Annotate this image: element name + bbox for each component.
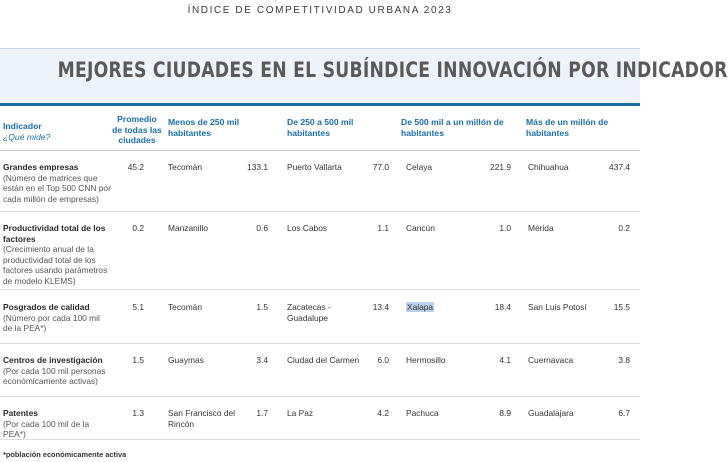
value-group-4: 0.2: [618, 223, 630, 233]
report-title: ÍNDICE DE COMPETITIVIDAD URBANA 2023: [187, 5, 453, 16]
value-group-3: 18.4: [494, 302, 511, 312]
value-group-3: 1.0: [499, 223, 511, 233]
city-group-2: Zacatecas - Guadalupe: [287, 302, 331, 323]
row-divider: [0, 211, 640, 212]
city-group-4: Guadalajara: [528, 408, 574, 418]
value-group-3: 221.9: [490, 162, 511, 172]
header-divider: [0, 150, 640, 151]
value-group-1: 133.1: [247, 162, 268, 172]
city-group-4: Cuernavaca: [528, 355, 574, 365]
city-group-4: Mérida: [528, 223, 554, 233]
header-group-3: De 500 mil a un millón de habitantes: [401, 117, 504, 138]
row-divider: [0, 396, 640, 397]
value-group-3: 8.9: [499, 408, 511, 418]
indicator-description: (Número de matrices que están en el Top 500 CNN por cada millón de empresas): [3, 172, 111, 204]
city-group-3: Celaya: [406, 162, 433, 172]
indicator-description: (Número por cada 100 mil de la PEA*): [3, 312, 100, 333]
city-group-2: Puerto Vallarta: [287, 162, 342, 172]
banner-title: MEJORES CIUDADES EN EL SUBÍNDICE INNOVACIÓN POR INDICADOR: [57, 58, 728, 82]
header-indicador-label: Indicador: [3, 121, 42, 131]
value-group-4: 437.4: [609, 162, 630, 172]
header-group-2: De 250 a 500 mil habitantes: [287, 117, 354, 138]
indicator-description: (Por cada 100 mil personas económicamente activas): [3, 365, 106, 386]
indicator-name: Posgrados de calidad: [3, 302, 90, 312]
city-group-1: Tecomán: [168, 162, 202, 172]
value-group-4: 6.7: [618, 408, 630, 418]
city-group-2: Ciudad del Carmen: [287, 355, 360, 365]
average-value: 45.2: [127, 162, 144, 172]
average-value: 5.1: [132, 302, 144, 312]
value-group-2: 6.0: [377, 355, 389, 365]
indicator-name: Grandes empresas: [3, 162, 79, 172]
value-group-2: 13.4: [372, 302, 389, 312]
value-group-1: 1.7: [256, 408, 268, 418]
value-group-3: 4.1: [499, 355, 511, 365]
header-indicador: [3, 121, 103, 142]
indicator-description: (Por cada 100 mil de la PEA*): [3, 418, 90, 439]
row-divider: [0, 439, 640, 440]
row-divider: [0, 289, 640, 290]
city-group-3: Hermosillo: [406, 355, 446, 365]
city-group-1: San Francisco del Rincón: [168, 408, 236, 429]
indicator-cell: [3, 223, 109, 286]
city-group-2: Los Cabos: [287, 223, 328, 233]
title-banner: [0, 48, 728, 106]
value-group-4: 3.8: [618, 355, 630, 365]
indicator-name: Productividad total de los factores: [3, 223, 106, 244]
city-group-1: Guaymas: [168, 355, 204, 365]
indicator-cell: [3, 408, 111, 440]
value-group-1: 3.4: [256, 355, 268, 365]
value-group-2: 77.0: [372, 162, 389, 172]
highlighted-city: Xalapa: [407, 302, 434, 312]
indicator-name: Patentes: [3, 408, 38, 418]
city-group-1: Manzanillo: [168, 223, 209, 233]
average-value: 0.2: [132, 223, 144, 233]
indicator-description: (Crecimiento anual de la productividad total de los factores usando parámetros de modelo KLEMS): [3, 244, 108, 286]
value-group-1: 1.5: [256, 302, 268, 312]
city-group-3: Pachuca: [406, 408, 439, 418]
indicator-name: Centros de investigación: [3, 355, 103, 365]
city-group-1: Tecomán: [168, 302, 202, 312]
city-group-4: Chihuahua: [528, 162, 569, 172]
city-group-2: La Paz: [287, 408, 314, 418]
header-promedio: Promedio de todas las ciudades: [112, 114, 162, 145]
average-value: 1.3: [132, 408, 144, 418]
row-divider: [0, 343, 640, 344]
value-group-2: 4.2: [377, 408, 389, 418]
value-group-2: 1.1: [377, 223, 389, 233]
indicator-cell: [3, 162, 111, 204]
city-group-4: San Luis Potosí: [528, 302, 587, 312]
value-group-1: 0.6: [256, 223, 268, 233]
header-indicador-sub: ¿Qué mide?: [3, 131, 51, 142]
city-group-3: [406, 302, 486, 313]
average-value: 1.5: [132, 355, 144, 365]
value-group-4: 15.5: [613, 302, 630, 312]
indicator-cell: [3, 302, 111, 334]
header-group-4: Más de un millón de habitantes: [526, 117, 609, 138]
header-group-1: Menos de 250 mil habitantes: [168, 117, 240, 138]
footnote: *población económicamente activa: [3, 450, 127, 459]
city-group-3: Cancún: [406, 223, 435, 233]
indicator-cell: [3, 355, 111, 387]
